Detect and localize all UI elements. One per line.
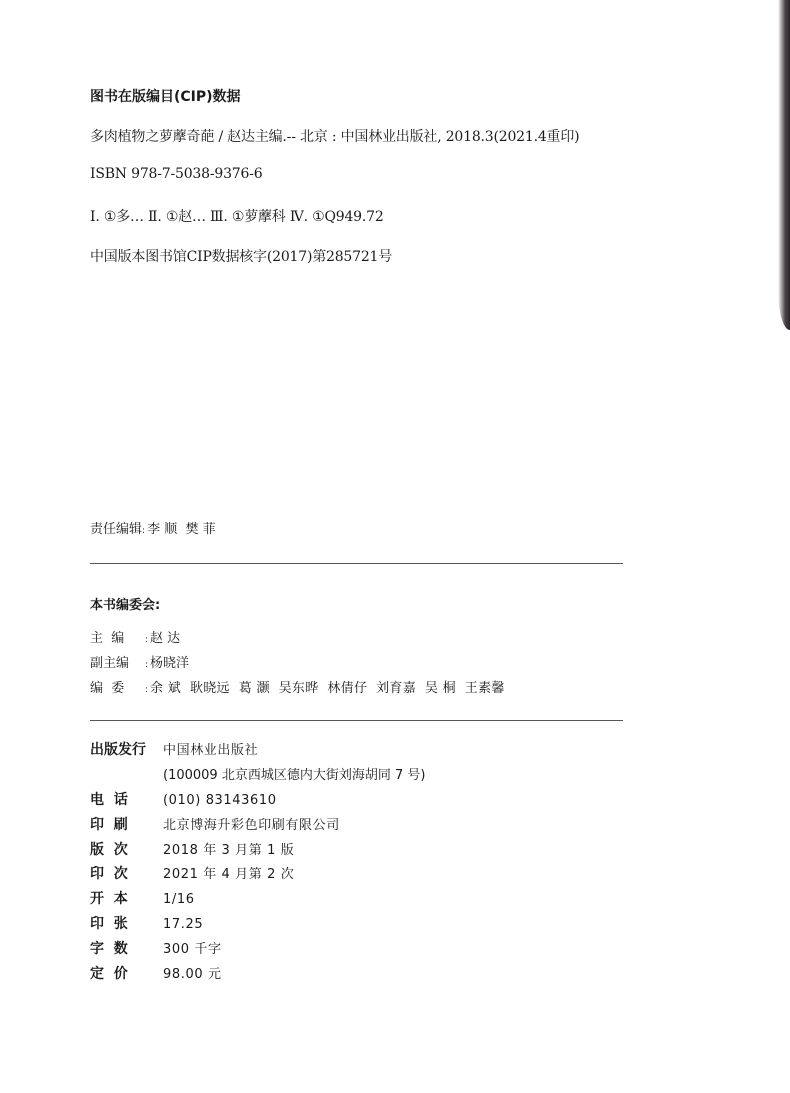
info-label: 字 数 [90,941,128,957]
board-row-value: 杨晓洋 [150,656,190,671]
publisher-address: (100009 北京西城区德内大街刘海胡同 7 号) [163,768,426,783]
info-value: 北京博海升彩色印刷有限公司 [163,818,340,833]
info-label: 电 话 [90,792,128,808]
cip-isbn: ISBN 978-7-5038-9376-6 [90,166,263,182]
info-row-edition [90,839,294,859]
cip-subject-line: Ⅰ. ①多… Ⅱ. ①赵… Ⅲ. ①萝藦科 Ⅳ. ①Q949.72 [90,209,384,225]
divider-rule [90,720,623,721]
publisher-name: 中国林业出版社 [163,743,259,758]
responsible-editor [90,518,216,537]
info-value: 1/16 [163,892,195,907]
editorial-board-title: 本书编委会: [90,598,161,613]
info-row-format [90,888,195,908]
board-row-value: 赵 达 [150,631,181,646]
divider-rule [90,563,623,564]
board-row-value: 余 斌 耿晓远 葛 灏 吴东晔 林倩仔 刘育嘉 吴 桐 王素馨 [150,681,505,696]
board-row-label: 副主编 [90,656,130,671]
info-row-price [90,963,222,983]
info-row-printing [90,863,294,883]
board-row-chief-editor [90,627,180,646]
info-row-sheets [90,913,203,933]
info-label: 开 本 [90,891,128,907]
info-label: 印 刷 [90,817,128,833]
info-value: (010) 83143610 [163,793,277,808]
separator: : [142,526,146,536]
info-value: 2018 年 3 月第 1 版 [163,843,295,858]
info-value: 17.25 [163,917,204,932]
page-edge-shadow [778,0,790,330]
info-label: 版 次 [90,842,128,858]
info-value: 300 千字 [163,942,222,957]
cip-title: 图书在版编目(CIP)数据 [90,89,241,105]
info-row-printer [90,814,340,834]
info-row-phone [90,789,277,809]
separator: : [145,635,149,645]
info-label: 定 价 [90,966,128,982]
publisher-label: 出版发行 [90,742,146,758]
info-row-word-count [90,938,222,958]
board-row-label: 主 编 [90,631,125,646]
board-row-label: 编 委 [90,681,125,696]
info-value: 2021 年 4 月第 2 次 [163,867,295,882]
board-row-committee [90,677,505,696]
cip-bibliographic-line: 多肉植物之萝藦奇葩 / 赵达主编.-- 北京 : 中国林业出版社, 2018.3(2021.4重印) [90,129,580,145]
publisher-row [90,739,258,759]
responsible-editor-names: 李 顺 樊 菲 [147,522,216,537]
info-label: 印 张 [90,916,128,932]
board-row-deputy-editor [90,652,189,671]
separator: : [145,660,149,670]
info-value: 98.00 元 [163,967,222,982]
cip-record-number: 中国版本图书馆CIP数据核字(2017)第285721号 [90,249,393,265]
separator: : [145,685,149,695]
info-label: 印 次 [90,866,128,882]
responsible-editor-label: 责任编辑 [90,522,143,537]
